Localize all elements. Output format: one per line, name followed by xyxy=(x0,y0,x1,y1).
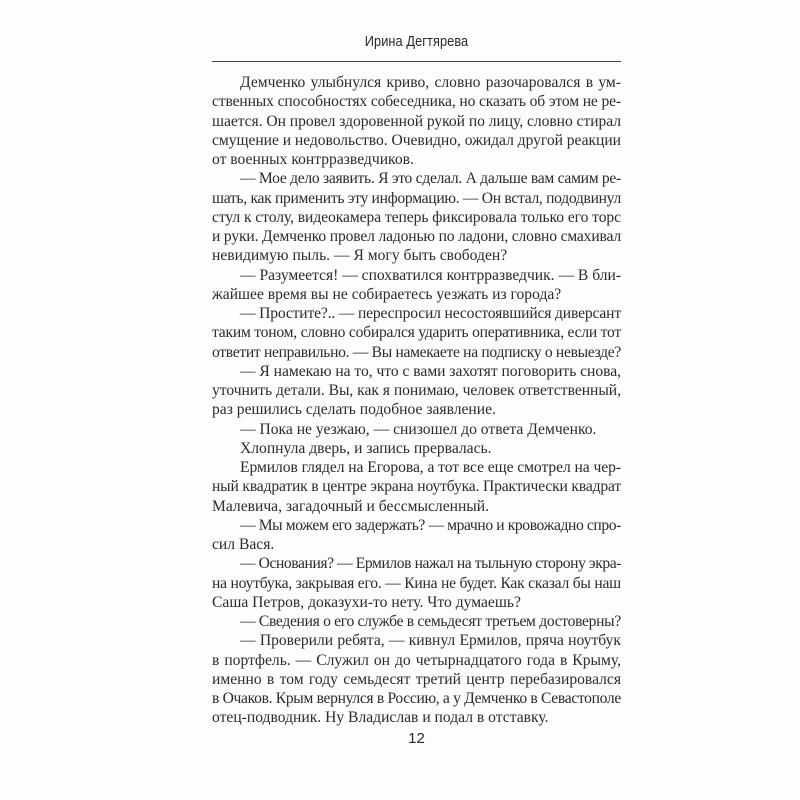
text-line: именно в том году семьдесят третий центр перебазировался xyxy=(212,670,621,688)
text-line: — Разумеется! — спохватился контрразведчик. — В бли- xyxy=(240,266,621,284)
text-line: — Пока не уезжаю, — снизошел до ответа Демченко. xyxy=(240,420,597,438)
page-number: 12 xyxy=(408,730,425,747)
body-text xyxy=(212,73,621,728)
text-line: — Мы можем его задержать? — мрачно и кровожадно спро- xyxy=(240,516,621,534)
text-line: — Основания? — Ермилов нажал на тыльную сторону экра- xyxy=(240,555,622,573)
text-line: Малевича, загадочный и бессмысленный. xyxy=(212,497,490,515)
paragraph xyxy=(212,631,621,727)
text-line: Хлопнула дверь, и запись прервалась. xyxy=(240,439,492,457)
text-line: Ермилов глядел на Егорова, а тот все еще смотрел на чер- xyxy=(240,459,621,476)
text-line: в Очаков. Крым вернулся в Россию, а у Демченко в Севастополе xyxy=(212,690,621,707)
running-head-author: Ирина Дегтярева xyxy=(364,34,469,50)
text-line: — Проверили ребята, — кивнул Ермилов, пряча ноутбук xyxy=(240,632,621,650)
text-line: — Сведения о его службе в семьдесят третьем достоверны? xyxy=(240,613,621,630)
text-line: на ноутбука, закрывая его. — Кина не будет. Как сказал бы наш xyxy=(212,574,621,592)
text-line: уточнить детали. Вы, как я понимаю, человек ответственный, xyxy=(212,382,622,399)
text-line: ответит неправильно. — Вы намекаете на подписку о невыезде? xyxy=(212,343,621,361)
text-line: от военных контрразведчиков. xyxy=(212,151,414,168)
text-line: и руки. Демченко провел ладонью по ладони, словно смахивал xyxy=(212,228,622,245)
text-line: стул к столу, видеокамера теперь фиксировала только его торс xyxy=(212,208,622,226)
paragraph xyxy=(212,458,621,516)
text-line: жайшее время вы не собираетесь уезжать из города? xyxy=(212,285,562,303)
text-line: — Простите?.. — переспросил несостоявшийся диверсант xyxy=(240,305,621,322)
text-line: раз решились сделать подобное заявление. xyxy=(212,401,496,419)
paragraph xyxy=(212,420,621,439)
text-line: Демченко улыбнулся криво, словно разочаровался в ум- xyxy=(240,74,621,91)
text-line: шать, как применить эту информацию. — Он встал, пододвинул xyxy=(212,189,621,207)
text-line: шается. Он провел здоровенной рукой по лицу, словно стирал xyxy=(212,112,622,130)
text-line: — Я намекаю на то, что с вами захотят поговорить снова, xyxy=(240,362,622,380)
text-line: ственных способностях собеседника, но сказать об этом не ре- xyxy=(212,93,621,111)
text-line: таким тоном, словно собирался ударить оперативника, если тот xyxy=(212,324,621,342)
paragraph xyxy=(212,362,621,420)
text-line: — Мое дело заявить. Я это сделал. А дальше вам самим ре- xyxy=(240,170,621,188)
text-line: смущение и недовольство. Очевидно, ожидал другой реакции xyxy=(212,131,621,149)
text-line: отец-подводник. Ну Владислав и подал в отставку. xyxy=(212,709,549,727)
paragraph xyxy=(212,266,621,305)
text-line: ный квадратик в центре экрана ноутбука. Практически квадрат xyxy=(212,478,621,496)
paragraph xyxy=(212,516,621,555)
header-rule xyxy=(212,61,621,62)
text-line: в портфель. — Служил он до четырнадцатого года в Крыму, xyxy=(212,651,621,669)
paragraph xyxy=(212,304,621,362)
paragraph xyxy=(212,439,621,458)
paragraph xyxy=(212,612,621,631)
paragraph xyxy=(212,554,621,612)
text-line: невидимую пыль. — Я могу быть свободен? xyxy=(212,247,508,265)
paragraph xyxy=(212,169,621,265)
text-line: Саша Петров, доказухи-то нету. Что думаешь? xyxy=(212,593,521,611)
paragraph xyxy=(212,73,621,169)
text-line: сил Вася. xyxy=(212,536,275,553)
